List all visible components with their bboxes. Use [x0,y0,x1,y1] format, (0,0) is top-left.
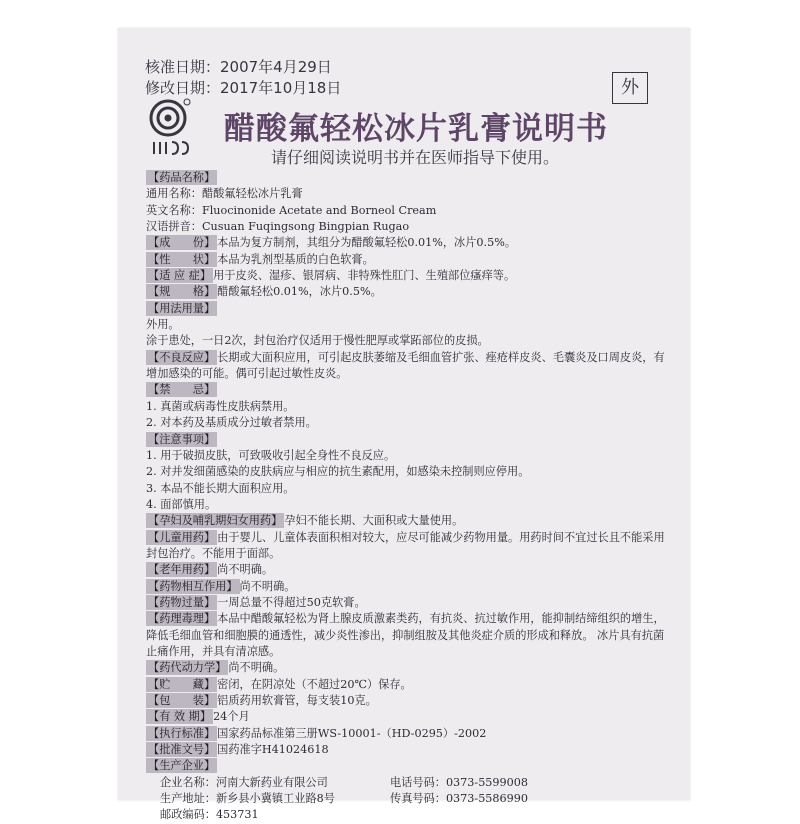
section-header-pregnancy: 【孕妇及哺乳期妇女用药】 [148,514,283,528]
elderly-text: 尚不明确。 [217,563,274,577]
interaction-text: 尚不明确。 [239,579,296,593]
section-header-indication: 【适 应 症】 [148,269,212,283]
document-title: 醋酸氟轻松冰片乳膏说明书 [224,111,608,147]
leaflet-body [146,170,666,824]
section-header-character: 【性 状】 [148,252,216,266]
company-address: 生产地址：新乡县小冀镇工业路8号 [160,792,335,806]
section-header-standard: 【执行标准】 [148,726,216,740]
precaution-2: 2. 对并发细菌感染的皮肤病应与相应的抗生素配用，如感染未控制则应停用。 [146,465,530,479]
standard-text: 国家药品标准第三册WS-10001-（HD-0295）-2002 [217,726,487,740]
section-header-overdose: 【药物过量】 [148,595,216,609]
adverse-text: 长期或大面积应用，可引起皮肤萎缩及毛细血管扩张、痤疮样皮炎、毛囊炎及口周皮炎，有增加感染的可能。偶可引起过敏性皮炎。 [146,350,665,381]
section-header-adverse: 【不良反应】 [148,350,216,364]
pharmacology-text: 本品中醋酸氟轻松为肾上腺皮质激素类药，有抗炎、抗过敏作用，能抑制结缔组织的增生，降低毛细血管和细胞膜的通透性，减少炎性渗出，抑制组胺及其他炎症介质的形成和释放。 冰片具有抗菌止痛作用，并具有清凉感。 [146,612,665,658]
section-header-elderly: 【老年用药】 [148,563,216,577]
pregnancy-text: 孕妇不能长期、大面积或大量使用。 [284,514,464,528]
company-phone: 电话号码：0373-5599008 [390,775,529,789]
pharmacokinetics-text: 尚不明确。 [228,661,285,675]
contraindication-2: 2. 对本药及基质成分过敏者禁用。 [146,416,317,430]
date-block [145,57,341,99]
section-header-interaction: 【药物相互作用】 [148,579,238,593]
character-text: 本品为乳剂型基质的白色软膏。 [217,252,374,266]
company-fax: 传真号码：0373-5586990 [390,792,529,806]
document-subtitle: 请仔细阅读说明书并在医师指导下使用。 [270,148,559,167]
company-logo-icon [148,98,192,156]
children-text: 由于婴儿、儿童体表面积相对较大，应尽可能减少药物用量。用药时间不宜过长且不能采用封包治疗。不能用于面部。 [146,530,665,560]
section-header-pharmacokinetics: 【药代动力学】 [148,661,227,675]
section-header-validity: 【有 效 期】 [148,710,212,724]
section-header-manufacturer: 【生产企业】 [148,759,216,773]
generic-name: 通用名称：醋酸氟轻松冰片乳膏 [146,187,303,201]
section-header-name: 【药品名称】 [148,171,216,184]
pinyin-name: 汉语拼音：Cusuan Fuqingsong Bingpian Rugao [146,220,410,234]
package-text: 铝质药用软膏管，每支装10克。 [217,694,377,707]
section-header-package: 【包 装】 [148,694,216,707]
validity-text: 24个月 [213,710,250,724]
composition-text: 本品为复方制剂，其组分为醋酸氟轻松0.01%，冰片0.5%。 [217,236,517,250]
approval-text: 国药准字H41024618 [217,743,329,757]
external-use-badge: 外 [612,72,648,104]
usage-line-2: 涂于患处，一日2次，封包治疗仅适用于慢性肥厚或掌跖部位的皮损。 [146,334,489,348]
usage-line-1: 外用。 [146,318,180,332]
section-header-children: 【儿童用药】 [148,530,216,544]
revision-date: 修改日期：2017年10月18日 [145,79,342,97]
section-header-precautions: 【注意事项】 [148,432,216,446]
manufacturer-info [146,775,666,824]
section-header-spec: 【规 格】 [148,285,216,299]
precaution-1: 1. 用于破损皮肤，可致吸收引起全身性不良反应。 [146,448,396,462]
storage-text: 密闭，在阴凉处（不超过20℃）保存。 [217,677,412,691]
approval-date: 核准日期：2007年4月29日 [145,58,332,76]
company-postcode: 邮政编码：453731 [160,808,259,822]
section-header-contraindications: 【禁 忌】 [148,383,216,397]
section-header-usage: 【用法用量】 [148,301,216,315]
precaution-4: 4. 面部慎用。 [146,497,217,511]
company-name: 企业名称：河南大新药业有限公司 [160,775,328,789]
section-header-pharmacology: 【药理毒理】 [148,612,216,626]
indication-text: 用于皮炎、湿疹、银屑病、非特殊性肛门、生殖部位瘙痒等。 [213,269,516,283]
contraindication-1: 1. 真菌或病毒性皮肤病禁用。 [146,399,295,413]
section-header-approval: 【批准文号】 [148,743,216,757]
section-header-storage: 【贮 藏】 [148,677,216,691]
precaution-3: 3. 本品不能长期大面积应用。 [146,481,295,495]
section-header-composition: 【成 份】 [148,236,216,250]
overdose-text: 一周总量不得超过50克软膏。 [217,595,366,609]
spec-text: 醋酸氟轻松0.01%，冰片0.5%。 [217,285,382,299]
english-name: 英文名称：Fluocinonide Acetate and Borneol Cream [146,203,437,217]
